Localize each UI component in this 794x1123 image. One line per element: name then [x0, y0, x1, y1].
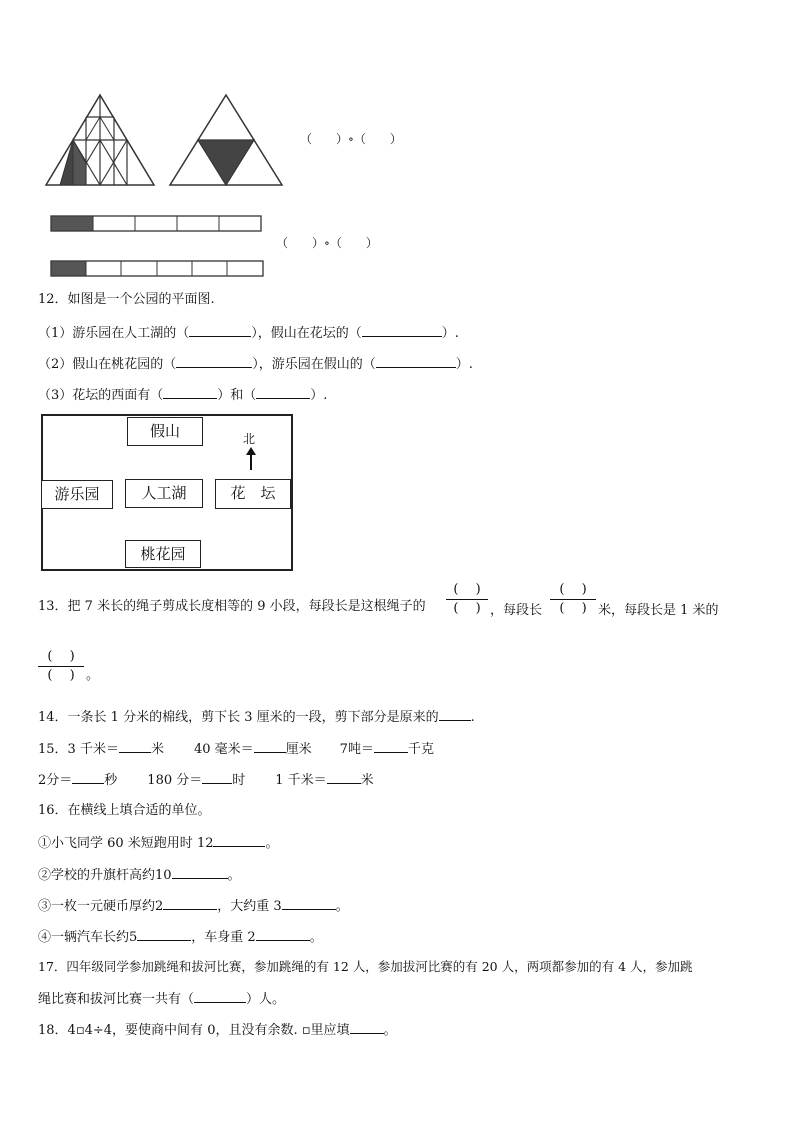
q16-item-1: ①小飞同学 60 米短跑用时 12 。	[38, 836, 279, 851]
q12-title: 12．如图是一个公园的平面图.	[38, 292, 215, 307]
q12-blank-3[interactable]	[176, 355, 252, 368]
triangle-figure-left	[44, 93, 156, 187]
q13-end: 。	[86, 668, 100, 683]
q12-blank-1[interactable]	[189, 324, 251, 337]
map-huatan: 花 坛	[215, 479, 291, 509]
q12-blank-4[interactable]	[376, 355, 456, 368]
q15-blank-6[interactable]	[327, 771, 361, 784]
map-jiashan: 假山	[127, 417, 203, 446]
map-taohuayuan: 桃花园	[125, 540, 201, 568]
q16-blank-6[interactable]	[256, 928, 310, 941]
q12-blank-5[interactable]	[163, 386, 217, 399]
q16-item-3: ③一枚一元硬币厚约2 ，大约重 3 。	[38, 899, 349, 914]
q15-row-2: 2分＝ 秒 180 分＝ 时 1 千米＝ 米	[38, 773, 374, 788]
q17-blank[interactable]	[194, 990, 246, 1003]
q13-text-a: 13．把 7 米长的绳子剪成长度相等的 9 小段，每段长是这根绳子的	[38, 599, 426, 614]
q12-blank-6[interactable]	[256, 386, 310, 399]
q14-line: 14．一条长 1 分米的棉线，剪下长 3 厘米的一段，剪下部分是原来的 .	[38, 710, 475, 725]
q17-line-1: 17．四年级同学参加跳绳和拔河比赛，参加跳绳的有 12 人，参加拔河比赛的有 20 人，两项都参加的有 4 人，参加跳	[38, 959, 693, 974]
q12-part2: （2）假山在桃花园的（ ），游乐园在假山的（ ）.	[38, 357, 473, 372]
bar-figure-top	[50, 214, 264, 234]
q16-blank-1[interactable]	[213, 834, 265, 847]
q16-blank-4[interactable]	[282, 897, 336, 910]
q18-line: 18．4▫4÷4，要使商中间有 0，且没有余数. ▫里应填 。	[38, 1023, 397, 1038]
q13-fraction-2[interactable]: ( ) ( )	[550, 581, 596, 618]
q13-text-b: ，每段长	[490, 603, 543, 618]
q16-blank-3[interactable]	[163, 897, 217, 910]
q16-title: 16．在横线上填合适的单位。	[38, 803, 211, 818]
q13-fraction-3[interactable]: ( ) ( )	[38, 648, 84, 685]
q13-text-c: 米，每段长是 1 米的	[598, 603, 719, 618]
q16-item-2: ②学校的升旗杆高约10 。	[38, 868, 241, 883]
q14-blank[interactable]	[439, 708, 471, 721]
q16-blank-5[interactable]	[137, 928, 191, 941]
q12-part1: （1）游乐园在人工湖的（ ），假山在花坛的（ ）.	[38, 326, 459, 341]
map-rengonghu: 人工湖	[125, 479, 203, 508]
q12-blank-2[interactable]	[362, 324, 442, 337]
park-map	[41, 414, 293, 571]
north-arrow-icon	[245, 447, 257, 471]
q16-blank-2[interactable]	[172, 866, 228, 879]
q15-blank-5[interactable]	[202, 771, 232, 784]
triangle-answer-blanks[interactable]: （ ）∘（ ）	[300, 132, 402, 146]
q16-item-4: ④一辆汽车长约5 ，车身重 2 。	[38, 930, 323, 945]
q17-line-2: 绳比赛和拔河比赛一共有（ ）人。	[38, 992, 286, 1007]
q15-blank-1[interactable]	[119, 740, 151, 753]
bar-figure-bottom	[50, 259, 266, 279]
map-youleyuan: 游乐园	[41, 480, 113, 509]
q15-row-1: 15．3 千米＝ 米 40 毫米＝ 厘米 7吨＝ 千克	[38, 742, 434, 757]
triangle-figure-right	[168, 93, 284, 187]
q15-blank-2[interactable]	[254, 740, 286, 753]
north-label: 北	[243, 432, 256, 446]
bar-answer-blanks[interactable]: （ ）∘（ ）	[276, 236, 378, 250]
q15-blank-3[interactable]	[374, 740, 408, 753]
q13-fraction-1[interactable]: ( ) ( )	[446, 581, 488, 618]
q12-part3: （3）花坛的西面有（ ）和（ ）.	[38, 388, 328, 403]
q15-blank-4[interactable]	[72, 771, 104, 784]
q18-blank[interactable]	[350, 1021, 384, 1034]
